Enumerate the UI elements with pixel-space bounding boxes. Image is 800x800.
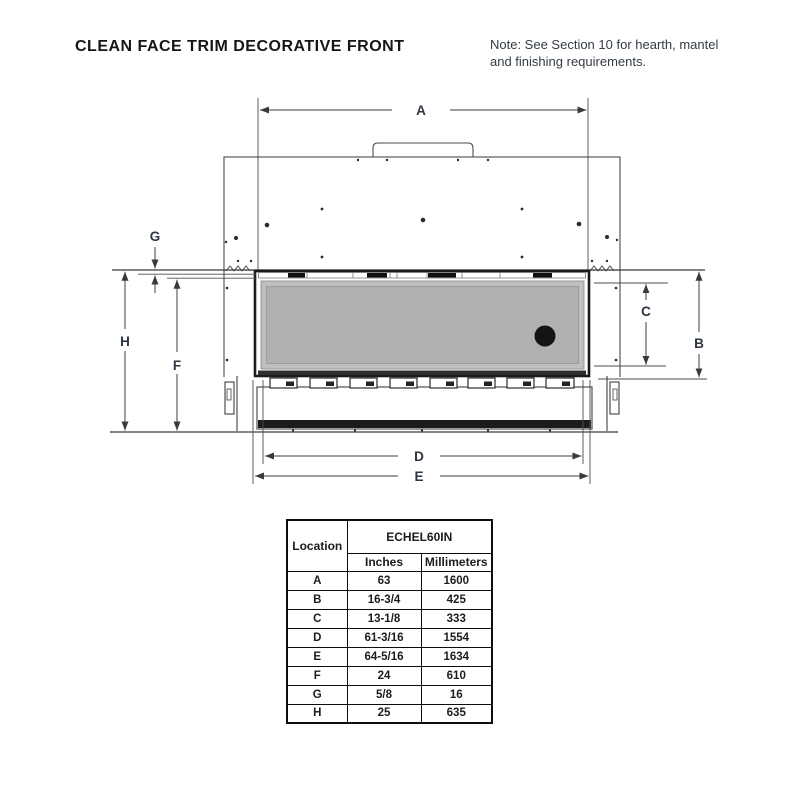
location-cell: G bbox=[287, 685, 347, 704]
glass-panel-inner bbox=[267, 287, 579, 364]
table-row bbox=[287, 628, 492, 647]
page-title: CLEAN FACE TRIM DECORATIVE FRONT bbox=[75, 38, 405, 55]
location-cell: F bbox=[287, 666, 347, 685]
mm-cell: 1634 bbox=[421, 647, 492, 666]
table-row bbox=[287, 590, 492, 609]
location-cell: H bbox=[287, 704, 347, 723]
inches-cell: 24 bbox=[347, 666, 421, 685]
table-row bbox=[287, 666, 492, 685]
dim-label-a: A bbox=[416, 103, 426, 118]
inches-cell: 64-5/16 bbox=[347, 647, 421, 666]
note-line-1: Note: See Section 10 for hearth, mantel bbox=[490, 37, 719, 52]
location-cell: A bbox=[287, 571, 347, 590]
location-cell: B bbox=[287, 590, 347, 609]
inches-cell: 63 bbox=[347, 571, 421, 590]
mm-cell: 1554 bbox=[421, 628, 492, 647]
header-model: ECHEL60IN bbox=[347, 520, 492, 553]
dim-label-b: B bbox=[694, 336, 704, 351]
table-row bbox=[287, 685, 492, 704]
mm-cell: 610 bbox=[421, 666, 492, 685]
dim-label-g: G bbox=[149, 229, 161, 244]
table-row bbox=[287, 704, 492, 723]
dim-label-f: F bbox=[172, 358, 182, 373]
frame-bottom-band bbox=[258, 371, 586, 376]
mm-cell: 635 bbox=[421, 704, 492, 723]
location-cell: C bbox=[287, 609, 347, 628]
header-inches: Inches bbox=[347, 553, 421, 571]
inches-cell: 16-3/4 bbox=[347, 590, 421, 609]
inches-cell: 13-1/8 bbox=[347, 609, 421, 628]
table-row bbox=[287, 571, 492, 590]
table-row bbox=[287, 647, 492, 666]
dim-label-d: D bbox=[414, 449, 424, 464]
inches-cell: 5/8 bbox=[347, 685, 421, 704]
inches-cell: 61-3/16 bbox=[347, 628, 421, 647]
mm-cell: 1600 bbox=[421, 571, 492, 590]
dim-label-c: C bbox=[641, 304, 651, 319]
table-row bbox=[287, 609, 492, 628]
dim-label-e: E bbox=[414, 469, 424, 484]
dim-label-h: H bbox=[120, 334, 130, 349]
front-face bbox=[255, 271, 589, 376]
location-cell: D bbox=[287, 628, 347, 647]
bottom-dark-band bbox=[258, 420, 591, 428]
note-line-2: and finishing requirements. bbox=[490, 54, 647, 69]
dimensions-table bbox=[286, 519, 493, 724]
header-millimeters: Millimeters bbox=[421, 553, 492, 571]
mm-cell: 333 bbox=[421, 609, 492, 628]
top-tab bbox=[373, 143, 473, 157]
mm-cell: 16 bbox=[421, 685, 492, 704]
location-cell: E bbox=[287, 647, 347, 666]
inches-cell: 25 bbox=[347, 704, 421, 723]
pilot-knob bbox=[535, 326, 556, 347]
mm-cell: 425 bbox=[421, 590, 492, 609]
header-location: Location bbox=[287, 520, 347, 571]
